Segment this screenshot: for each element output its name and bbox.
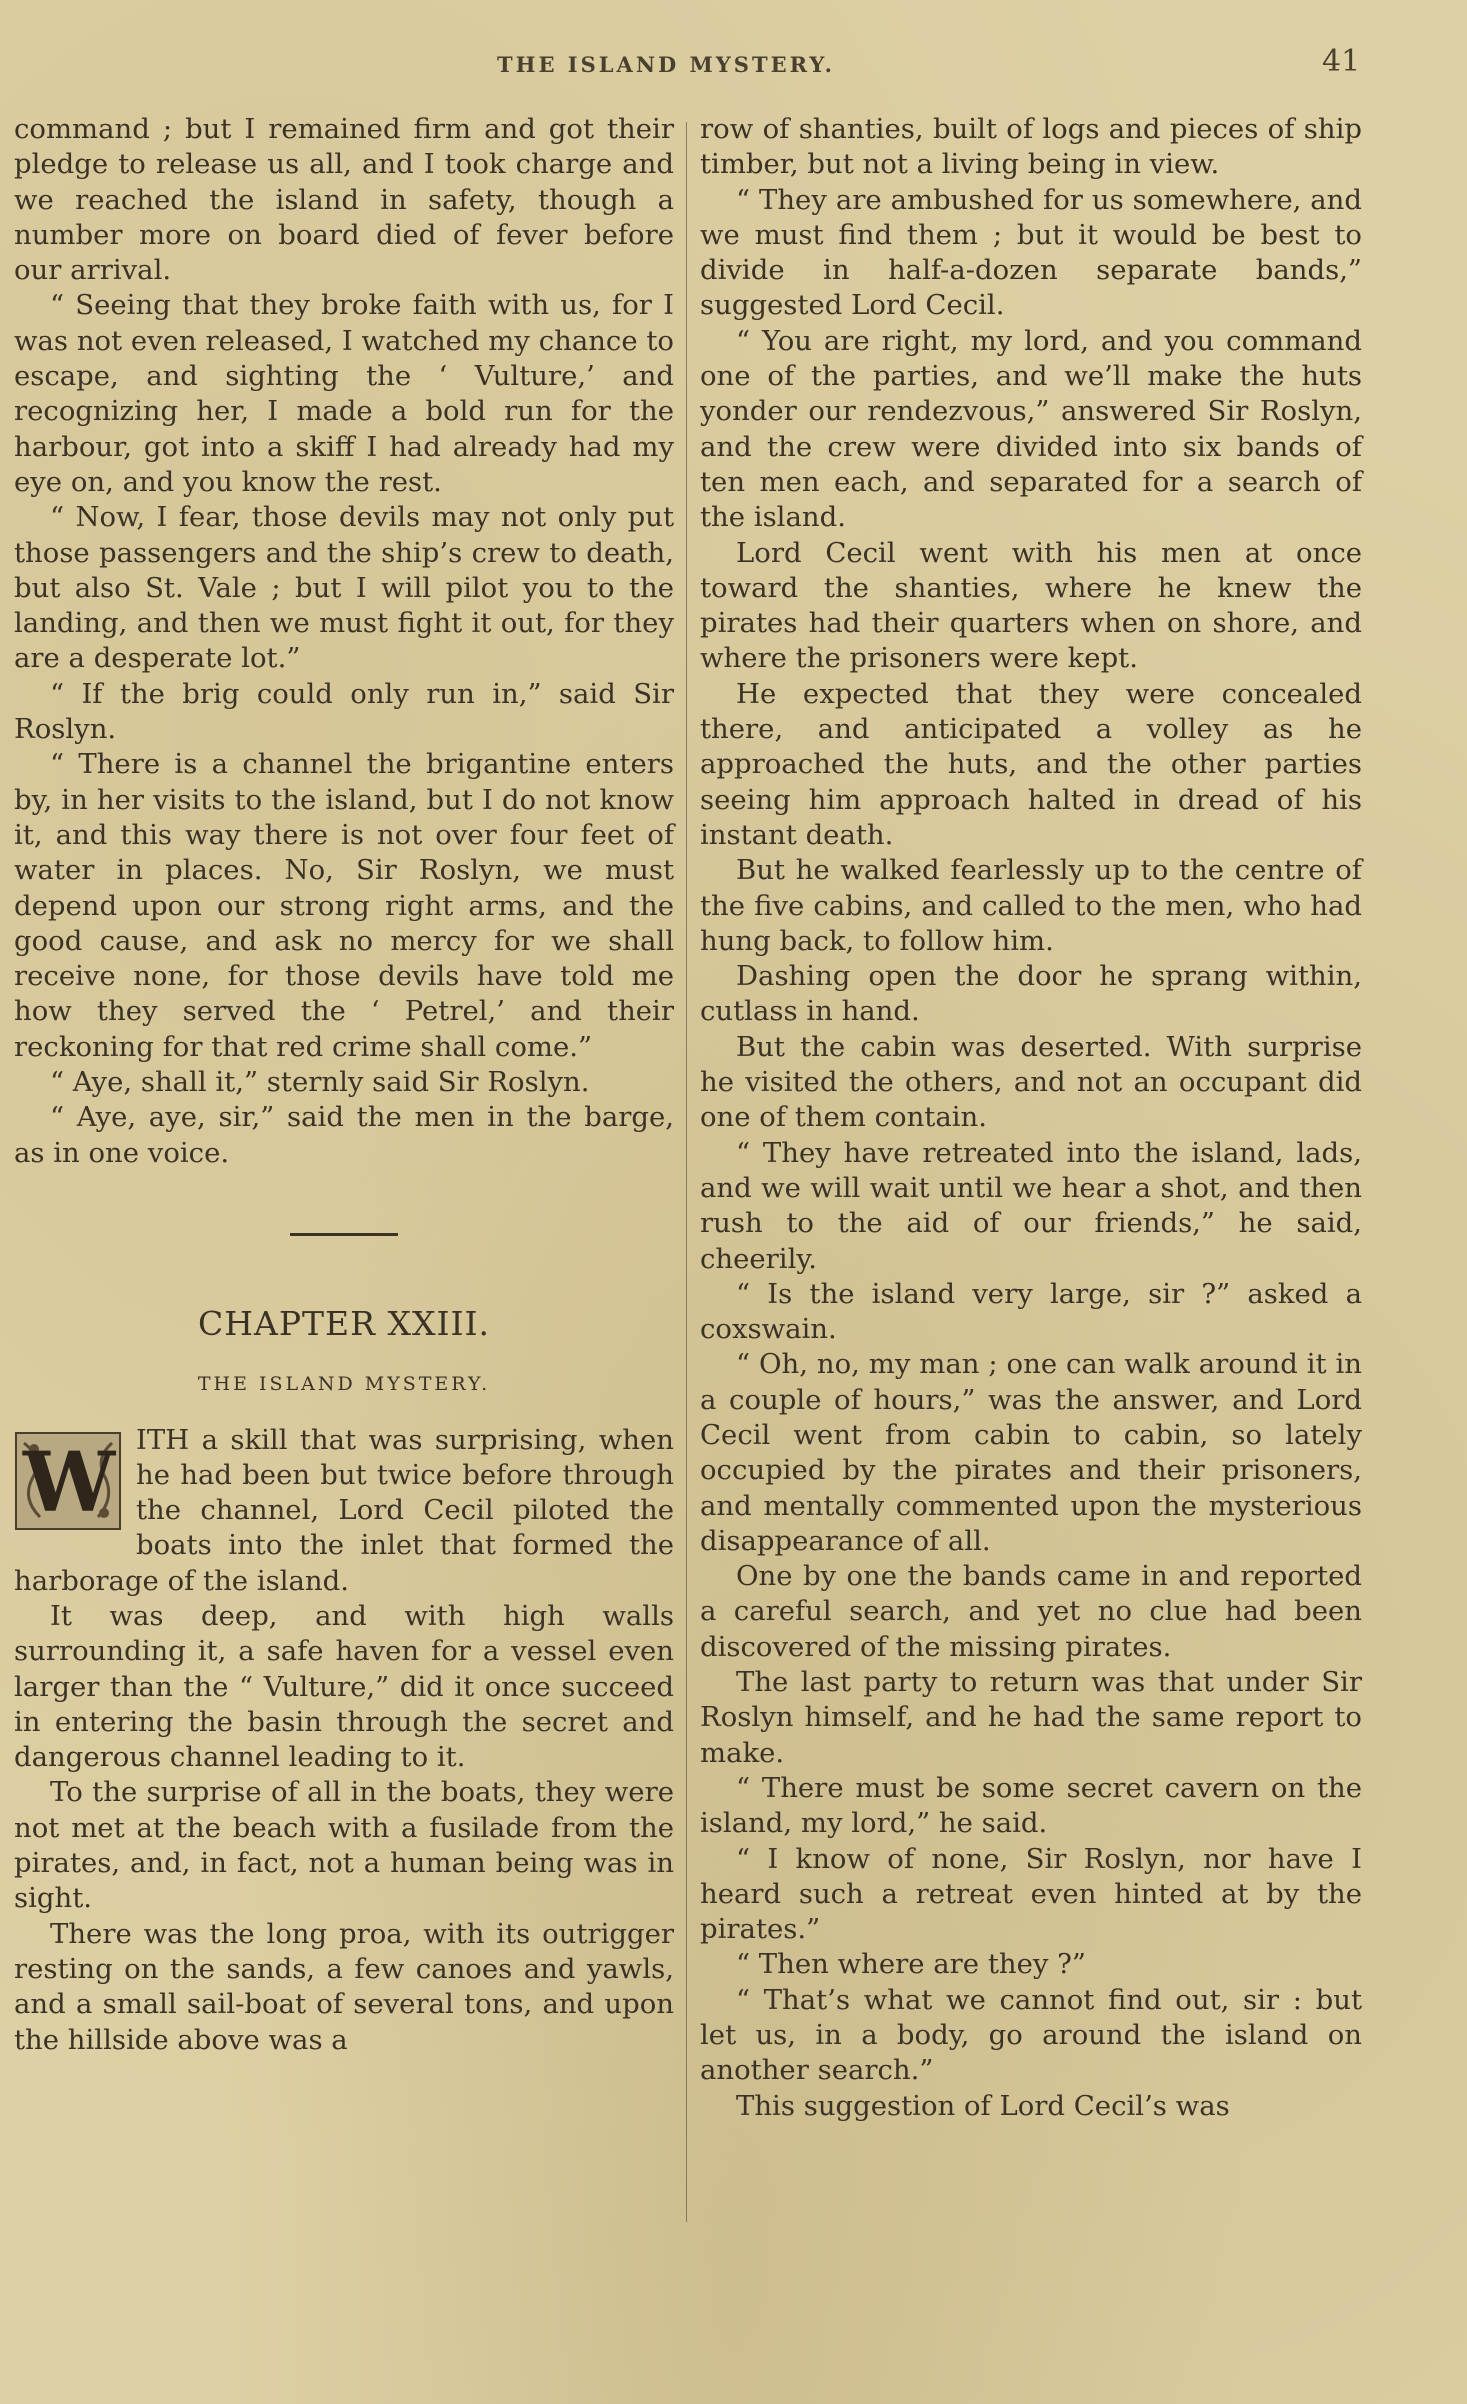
- paragraph: The last party to return was that under Sir Roslyn himself, and he had the same report to make.: [700, 1666, 1362, 1769]
- paragraph: “ If the brig could only run in,” said Sir Roslyn.: [14, 677, 674, 746]
- paragraph: This suggestion of Lord Cecil’s was: [736, 2089, 1230, 2122]
- paragraph: Dashing open the door he sprang within, cutlass in hand.: [700, 960, 1362, 1028]
- left-column: [14, 112, 674, 2058]
- paragraph: “ That’s what we cannot find out, sir : but let us, in a body, go around the island on another search.”: [700, 1983, 1362, 2087]
- paragraph: He expected that they were concealed there, and anticipated a volley as he approached the huts, and the other parties seeing him approach halted in dread of his instant death.: [700, 677, 1362, 851]
- paragraph: “ Is the island very large, sir ?” asked a coxswain.: [700, 1277, 1362, 1346]
- dropcap-w-ornament: [14, 1429, 124, 1533]
- paragraph: “ Seeing that they broke faith with us, for I was not even released, I watched my chance to escape, and sighting the ‘ Vulture,’ and recognizing her, I made a bold run for the harbour, got into a skiff I had already had my eye on, and you know the rest.: [14, 289, 674, 498]
- chapter-heading: CHAPTER XXIII.: [197, 1303, 491, 1343]
- chapter-opening-text: ITH a skill that was surprising, when he had been but twice before through the channel, Lord Cecil piloted the boats into the inlet that formed the harborage of the island.: [14, 1423, 674, 1597]
- paragraph: “ I know of none, Sir Roslyn, nor have I heard such a retreat even hinted at by the pirates.”: [700, 1842, 1362, 1946]
- paragraph: command ; but I remained firm and got their pledge to release us all, and I took charge and we reached the island in safety, though a number more on board died of fever before our arrival.: [14, 113, 674, 287]
- chapter-opening-paragraph: [14, 1423, 674, 1599]
- paragraph: “ Now, I fear, those devils may not only put those passengers and the ship’s crew to death, but also St. Vale ; but I will pilot you to the landing, and then we must fight it out, for they are a desperate lot.”: [14, 501, 674, 675]
- svg-text:W: W: [22, 1434, 116, 1531]
- paragraph: “ Aye, aye, sir,” said the men in the barge, as in one voice.: [14, 1101, 674, 1169]
- column-divider: [686, 122, 687, 2222]
- paragraph: It was deep, and with high walls surrounding it, a safe haven for a vessel even larger than the “ Vulture,” did it once succeed in entering the basin through the secret and dangerous channel leading to it.: [14, 1599, 674, 1774]
- paragraph: “ You are right, my lord, and you command one of the parties, and we’ll make the huts yonder our rendezvous,” answered Sir Roslyn, and the crew were divided into six bands of ten men each, and separated for a search of the island.: [700, 324, 1362, 534]
- paragraph: There was the long proa, with its outrigger resting on the sands, a few canoes and yawls, and a small sail-boat of several tons, and upon the hillside above was a: [14, 1917, 674, 2056]
- paragraph: “ Then where are they ?”: [736, 1948, 1086, 1981]
- right-column: [700, 112, 1362, 2124]
- running-head: [0, 42, 1467, 82]
- paragraph: One by one the bands came in and reported a careful search, and yet no clue had been discovered of the missing pirates.: [700, 1560, 1362, 1663]
- paragraph: “ Aye, shall it,” sternly said Sir Roslyn.: [50, 1066, 590, 1099]
- paragraph: “ They are ambushed for us somewhere, and we must find them ; but it would be best to divide in half-a-dozen separate bands,” suggested Lord Cecil.: [700, 183, 1362, 322]
- page-number: 41: [1322, 44, 1361, 79]
- paragraph: To the surprise of all in the boats, they were not met at the beach with a fusilade from the pirates, and, in fact, not a human being was in sight.: [14, 1776, 674, 1915]
- paragraph: But the cabin was deserted. With surprise he visited the others, and not an occupant did one of them contain.: [700, 1030, 1362, 1134]
- paragraph: “ They have retreated into the island, lads, and we will wait until we hear a shot, and then rush to the aid of our friends,” he said, cheerily.: [700, 1136, 1362, 1275]
- paragraph: “ There is a channel the brigantine enters by, in her visits to the island, but I do not know it, and this way there is not over four feet of water in places. No, Sir Roslyn, we must depend upon our strong right arms, and the good cause, and ask no mercy for we shall receive none, for those devils have told me how they served the ‘ Petrel,’ and their reckoning for that red crime shall come.”: [14, 748, 674, 1063]
- chapter-subtitle: THE ISLAND MYSTERY.: [197, 1373, 491, 1396]
- paragraph: Lord Cecil went with his men at once toward the shanties, where he knew the pirates had their quarters when on shore, and where the prisoners were kept.: [700, 536, 1362, 675]
- paragraph: “ There must be some secret cavern on the island, my lord,” he said.: [700, 1771, 1362, 1840]
- section-divider: [290, 1233, 398, 1236]
- running-title: THE ISLAND MYSTERY.: [497, 52, 835, 77]
- dropcap-w-icon: [14, 1429, 124, 1533]
- paragraph: But he walked fearlessly up to the centre of the five cabins, and called to the men, who had hung back, to follow him.: [700, 854, 1362, 957]
- paragraph: “ Oh, no, my man ; one can walk around it in a couple of hours,” was the answer, and Lord Cecil went from cabin to cabin, so lately occupied by the pirates and their prisoners, and mentally commented upon the mysterious disappearance of all.: [700, 1348, 1362, 1557]
- paragraph: row of shanties, built of logs and pieces of ship timber, but not a living being in view.: [700, 113, 1362, 181]
